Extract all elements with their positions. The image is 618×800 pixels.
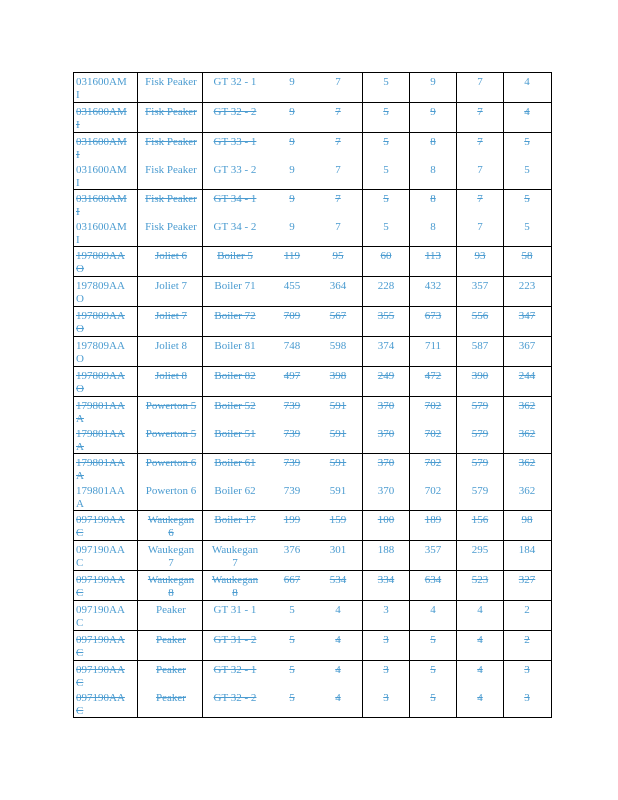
value-cell: 7 [335, 106, 341, 118]
plant-name-cell: Peaker [156, 604, 186, 616]
facility-id-cell: 031600AM I [76, 76, 127, 101]
plant-name-cell: Powerton 6 [145, 485, 197, 497]
value-cell: 4 [335, 604, 341, 616]
value-cell: 4 [430, 604, 436, 616]
value-cell: 4 [524, 76, 530, 88]
table-row-group [73, 133, 552, 190]
table-row [74, 397, 551, 425]
value-cell: 98 [521, 514, 533, 526]
unit-name-cell: GT 32 - 1 [213, 76, 257, 88]
unit-name-cell: Waukegan 7 [211, 544, 259, 569]
unit-name-cell: Boiler 71 [214, 280, 256, 292]
facility-id-cell: 097190AA C [76, 634, 125, 659]
facility-id-cell: 097190AA C [76, 544, 125, 569]
table-row [74, 689, 551, 717]
facility-id-cell: 179801AA A [76, 457, 125, 482]
value-cell: 100 [377, 514, 395, 526]
value-cell: 370 [377, 428, 395, 440]
value-cell: 497 [283, 370, 301, 382]
table-row [74, 631, 551, 660]
value-cell: 7 [477, 106, 483, 118]
value-cell: 739 [283, 428, 301, 440]
facility-id-cell: 031600AM I [76, 136, 127, 161]
value-cell: 579 [471, 428, 489, 440]
value-cell: 5 [430, 664, 436, 676]
value-cell: 362 [518, 428, 536, 440]
value-cell: 228 [377, 280, 395, 292]
value-cell: 374 [377, 340, 395, 352]
table-row [74, 103, 551, 132]
plant-name-cell: Peaker [156, 664, 186, 676]
table-row [74, 190, 551, 218]
value-cell: 4 [335, 634, 341, 646]
plant-name-cell: Fisk Peaker [145, 76, 197, 88]
value-cell: 9 [289, 221, 295, 233]
table-row [74, 571, 551, 600]
table-row-group [73, 571, 552, 601]
value-cell: 598 [329, 340, 347, 352]
table-row-group [73, 72, 552, 103]
value-cell: 702 [424, 400, 442, 412]
unit-name-cell: GT 32 - 2 [213, 692, 257, 704]
facility-id-cell: 179801AA A [76, 400, 125, 425]
unit-name-cell: GT 33 - 1 [213, 136, 257, 148]
facility-id-cell: 197809AA O [76, 310, 125, 335]
value-cell: 556 [471, 310, 489, 322]
value-cell: 7 [477, 193, 483, 205]
value-cell: 9 [289, 136, 295, 148]
plant-name-cell: Joliet 6 [154, 250, 188, 262]
facility-id-cell: 097190AA C [76, 664, 125, 689]
plant-name-cell: Waukegan 7 [147, 544, 195, 569]
value-cell: 472 [424, 370, 442, 382]
value-cell: 93 [474, 250, 486, 262]
value-cell: 5 [524, 164, 530, 176]
unit-name-cell: Boiler 62 [214, 485, 256, 497]
value-cell: 739 [283, 485, 301, 497]
value-cell: 327 [518, 574, 536, 586]
value-cell: 702 [424, 428, 442, 440]
value-cell: 591 [329, 400, 347, 412]
plant-name-cell: Waukegan 6 [147, 514, 195, 539]
value-cell: 4 [477, 664, 483, 676]
plant-name-cell: Powerton 5 [145, 428, 197, 440]
value-cell: 4 [335, 664, 341, 676]
value-cell: 7 [335, 164, 341, 176]
table-row [74, 307, 551, 336]
unit-name-cell: Boiler 5 [217, 250, 253, 262]
plant-name-cell: Fisk Peaker [145, 193, 197, 205]
table-row [74, 218, 551, 246]
unit-name-cell: GT 32 - 2 [213, 106, 257, 118]
table-row-group [73, 103, 552, 133]
value-cell: 113 [424, 250, 442, 262]
plant-name-cell: Powerton 6 [145, 457, 197, 469]
table-row [74, 454, 551, 482]
value-cell: 702 [424, 457, 442, 469]
value-cell: 534 [329, 574, 347, 586]
unit-name-cell: GT 31 - 1 [213, 604, 257, 616]
value-cell: 223 [518, 280, 536, 292]
value-cell: 357 [471, 280, 489, 292]
table-row [74, 367, 551, 396]
unit-name-cell: GT 34 - 1 [213, 193, 257, 205]
value-cell: 370 [377, 457, 395, 469]
facility-id-cell: 097190AA C [76, 604, 125, 629]
plant-name-cell: Joliet 8 [154, 340, 188, 352]
unit-name-cell: GT 33 - 2 [213, 164, 257, 176]
value-cell: 7 [477, 164, 483, 176]
value-cell: 156 [471, 514, 489, 526]
unit-name-cell: GT 31 - 2 [213, 634, 257, 646]
value-cell: 8 [430, 164, 436, 176]
plant-name-cell: Joliet 7 [154, 280, 188, 292]
facility-id-cell: 197809AA O [76, 340, 125, 365]
value-cell: 5 [383, 136, 389, 148]
value-cell: 7 [335, 76, 341, 88]
plant-name-cell: Powerton 5 [145, 400, 197, 412]
value-cell: 184 [518, 544, 536, 556]
value-cell: 2 [524, 634, 530, 646]
value-cell: 7 [335, 193, 341, 205]
value-cell: 347 [518, 310, 536, 322]
value-cell: 5 [383, 193, 389, 205]
table-row [74, 482, 551, 510]
value-cell: 60 [380, 250, 392, 262]
table-row-group [73, 661, 552, 718]
value-cell: 3 [383, 604, 389, 616]
unit-name-cell: Waukegan 8 [211, 574, 259, 599]
table-row [74, 133, 551, 161]
value-cell: 5 [524, 221, 530, 233]
facility-id-cell: 097190AA C [76, 692, 125, 717]
table-row-group [73, 541, 552, 571]
value-cell: 357 [424, 544, 442, 556]
value-cell: 4 [335, 692, 341, 704]
value-cell: 301 [329, 544, 347, 556]
facility-id-cell: 097190AA C [76, 514, 125, 539]
table-row [74, 541, 551, 570]
plant-name-cell: Peaker [156, 692, 186, 704]
table-row-group [73, 307, 552, 337]
table-row [74, 277, 551, 306]
table-row [74, 337, 551, 366]
value-cell: 159 [329, 514, 347, 526]
unit-name-cell: Boiler 17 [214, 514, 256, 526]
value-cell: 370 [377, 485, 395, 497]
value-cell: 9 [289, 164, 295, 176]
value-cell: 579 [471, 400, 489, 412]
value-cell: 591 [329, 457, 347, 469]
facility-id-cell: 031600AM I [76, 221, 127, 246]
unit-name-cell: Boiler 61 [214, 457, 256, 469]
value-cell: 579 [471, 485, 489, 497]
value-cell: 5 [430, 634, 436, 646]
value-cell: 199 [283, 514, 301, 526]
facility-id-cell: 031600AM I [76, 193, 127, 218]
value-cell: 667 [283, 574, 301, 586]
facility-id-cell: 197809AA O [76, 250, 125, 275]
value-cell: 362 [518, 485, 536, 497]
value-cell: 390 [471, 370, 489, 382]
value-cell: 367 [518, 340, 536, 352]
value-cell: 587 [471, 340, 489, 352]
value-cell: 189 [424, 514, 442, 526]
value-cell: 5 [524, 136, 530, 148]
value-cell: 7 [335, 221, 341, 233]
value-cell: 3 [524, 664, 530, 676]
value-cell: 5 [383, 76, 389, 88]
table-row [74, 661, 551, 689]
value-cell: 2 [524, 604, 530, 616]
value-cell: 8 [430, 221, 436, 233]
value-cell: 3 [383, 634, 389, 646]
value-cell: 739 [283, 400, 301, 412]
table-row-group [73, 277, 552, 307]
value-cell: 7 [335, 136, 341, 148]
table-row-group [73, 511, 552, 541]
emissions-table [73, 72, 552, 718]
value-cell: 58 [521, 250, 533, 262]
value-cell: 4 [477, 604, 483, 616]
plant-name-cell: Fisk Peaker [145, 106, 197, 118]
value-cell: 4 [477, 634, 483, 646]
value-cell: 7 [477, 76, 483, 88]
value-cell: 709 [283, 310, 301, 322]
facility-id-cell: 179801AA A [76, 428, 125, 453]
table-row [74, 511, 551, 540]
value-cell: 4 [477, 692, 483, 704]
value-cell: 739 [283, 457, 301, 469]
value-cell: 9 [289, 76, 295, 88]
value-cell: 398 [329, 370, 347, 382]
value-cell: 5 [430, 692, 436, 704]
value-cell: 579 [471, 457, 489, 469]
value-cell: 7 [477, 221, 483, 233]
value-cell: 567 [329, 310, 347, 322]
unit-name-cell: Boiler 51 [214, 428, 256, 440]
value-cell: 5 [383, 221, 389, 233]
value-cell: 334 [377, 574, 395, 586]
value-cell: 9 [430, 76, 436, 88]
facility-id-cell: 197809AA O [76, 370, 125, 395]
value-cell: 7 [477, 136, 483, 148]
table-row-group [73, 190, 552, 247]
plant-name-cell: Fisk Peaker [145, 221, 197, 233]
value-cell: 591 [329, 485, 347, 497]
value-cell: 295 [471, 544, 489, 556]
table-row-group [73, 397, 552, 454]
value-cell: 5 [289, 634, 295, 646]
table-row-group [73, 337, 552, 367]
value-cell: 249 [377, 370, 395, 382]
plant-name-cell: Waukegan 8 [147, 574, 195, 599]
facility-id-cell: 097190AA C [76, 574, 125, 599]
value-cell: 5 [524, 193, 530, 205]
table-row [74, 247, 551, 276]
plant-name-cell: Peaker [156, 634, 186, 646]
value-cell: 3 [383, 664, 389, 676]
table-row [74, 73, 551, 102]
value-cell: 188 [377, 544, 395, 556]
table-row [74, 425, 551, 453]
value-cell: 455 [283, 280, 301, 292]
value-cell: 95 [332, 250, 344, 262]
unit-name-cell: Boiler 72 [214, 310, 256, 322]
value-cell: 362 [518, 457, 536, 469]
value-cell: 364 [329, 280, 347, 292]
plant-name-cell: Fisk Peaker [145, 164, 197, 176]
value-cell: 8 [430, 136, 436, 148]
value-cell: 362 [518, 400, 536, 412]
value-cell: 5 [289, 692, 295, 704]
value-cell: 432 [424, 280, 442, 292]
value-cell: 244 [518, 370, 536, 382]
facility-id-cell: 179801AA A [76, 485, 125, 510]
table-row-group [73, 367, 552, 397]
value-cell: 3 [524, 692, 530, 704]
value-cell: 355 [377, 310, 395, 322]
unit-name-cell: Boiler 82 [214, 370, 256, 382]
value-cell: 3 [383, 692, 389, 704]
value-cell: 711 [424, 340, 442, 352]
table-row-group [73, 454, 552, 511]
value-cell: 9 [430, 106, 436, 118]
value-cell: 8 [430, 193, 436, 205]
value-cell: 9 [289, 193, 295, 205]
value-cell: 673 [424, 310, 442, 322]
unit-name-cell: Boiler 81 [214, 340, 256, 352]
unit-name-cell: GT 32 - 1 [213, 664, 257, 676]
value-cell: 5 [289, 604, 295, 616]
value-cell: 370 [377, 400, 395, 412]
value-cell: 376 [283, 544, 301, 556]
table-row-group [73, 631, 552, 661]
value-cell: 119 [283, 250, 301, 262]
facility-id-cell: 197809AA O [76, 280, 125, 305]
plant-name-cell: Joliet 7 [154, 310, 188, 322]
table-row [74, 161, 551, 189]
unit-name-cell: GT 34 - 2 [213, 221, 257, 233]
facility-id-cell: 031600AM I [76, 164, 127, 189]
unit-name-cell: Boiler 52 [214, 400, 256, 412]
table-row-group [73, 601, 552, 631]
value-cell: 748 [283, 340, 301, 352]
value-cell: 634 [424, 574, 442, 586]
value-cell: 4 [524, 106, 530, 118]
value-cell: 591 [329, 428, 347, 440]
value-cell: 5 [383, 164, 389, 176]
value-cell: 5 [383, 106, 389, 118]
table-row-group [73, 247, 552, 277]
table-row [74, 601, 551, 630]
plant-name-cell: Fisk Peaker [145, 136, 197, 148]
value-cell: 523 [471, 574, 489, 586]
plant-name-cell: Joliet 8 [154, 370, 188, 382]
value-cell: 702 [424, 485, 442, 497]
facility-id-cell: 031600AM I [76, 106, 127, 131]
value-cell: 5 [289, 664, 295, 676]
value-cell: 9 [289, 106, 295, 118]
